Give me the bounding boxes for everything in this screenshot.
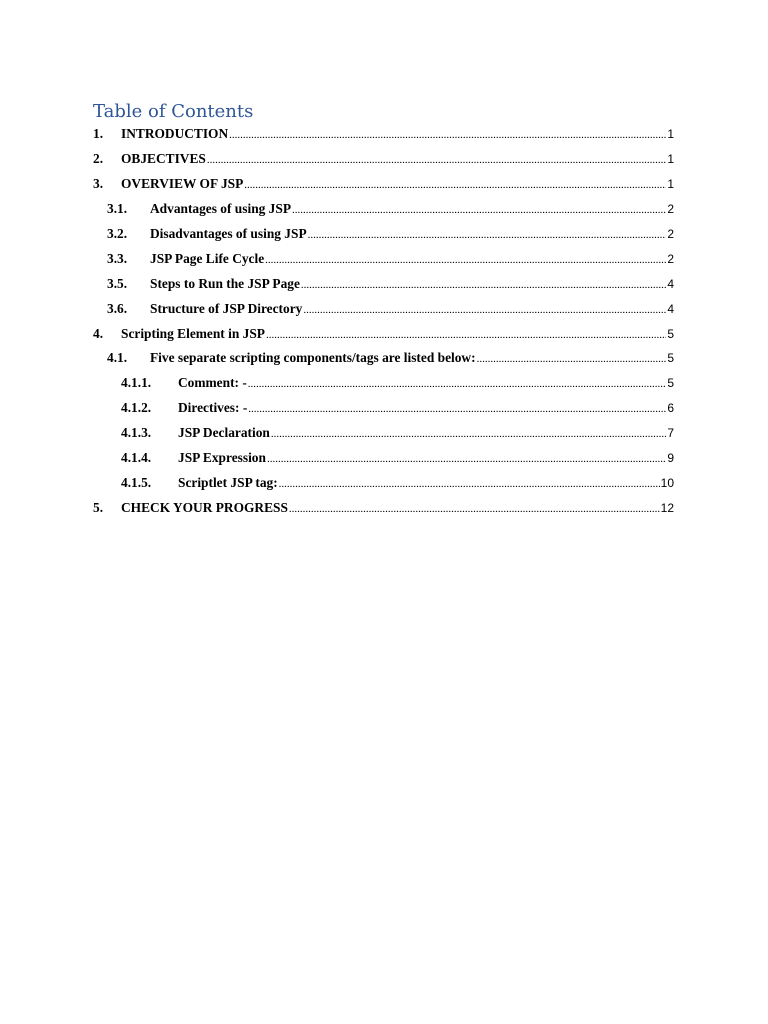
- toc-entry-number: 2.: [93, 151, 104, 167]
- toc-entry-label: Scripting Element in JSP: [121, 325, 265, 341]
- toc-dot-leader: [265, 251, 666, 267]
- toc-dot-leader: [267, 450, 666, 466]
- toc-entry-directory-structure[interactable]: [93, 296, 674, 321]
- toc-dot-leader: [292, 201, 666, 217]
- toc-entry-life-cycle[interactable]: [93, 246, 674, 271]
- toc-entry-jsp-declaration[interactable]: [93, 421, 674, 446]
- toc-entry-disadvantages[interactable]: [93, 222, 674, 247]
- toc-entry-label: Comment: -: [178, 375, 247, 391]
- toc-entry-page: 7: [667, 426, 674, 441]
- toc-dot-leader: [289, 500, 660, 516]
- toc-entry-number: 4.1.4.: [121, 450, 152, 466]
- toc-entry-number: 4.1.1.: [121, 375, 152, 391]
- toc-entry-label: Advantages of using JSP: [150, 201, 292, 217]
- toc-dot-leader: [248, 375, 667, 391]
- toc-dot-leader: [229, 126, 666, 142]
- toc-entry-number: 3.: [93, 176, 104, 192]
- toc-entry-label: JSP Expression: [178, 450, 266, 466]
- toc-entry-objectives[interactable]: [93, 147, 674, 172]
- toc-dot-leader: [244, 176, 666, 192]
- toc-title: Table of Contents: [93, 101, 254, 122]
- toc-entry-label: Five separate scripting components/tags are listed below:: [150, 350, 476, 366]
- toc-entry-label: Directives: -: [178, 400, 248, 416]
- toc-entry-number: 1.: [93, 126, 104, 142]
- toc-entry-advantages[interactable]: [93, 197, 674, 222]
- toc-entry-label: JSP Page Life Cycle: [150, 250, 265, 266]
- toc-entry-label: OBJECTIVES: [121, 151, 206, 167]
- toc-list: [93, 122, 674, 520]
- toc-entry-page: 4: [667, 301, 674, 316]
- toc-entry-page: 9: [667, 451, 674, 466]
- toc-entry-page: 1: [667, 152, 674, 167]
- toc-entry-jsp-expression[interactable]: [93, 446, 674, 471]
- toc-dot-leader: [303, 301, 666, 317]
- toc-entry-page: 5: [667, 376, 674, 391]
- toc-entry-label: Steps to Run the JSP Page: [150, 275, 300, 291]
- toc-entry-page: 2: [667, 202, 674, 217]
- toc-entry-number: 4.1.: [107, 350, 128, 366]
- toc-entry-number: 4.1.3.: [121, 425, 152, 441]
- toc-dot-leader: [477, 350, 667, 366]
- toc-entry-page: 4: [667, 276, 674, 291]
- toc-entry-page: 2: [667, 251, 674, 266]
- toc-entry-page: 10: [660, 475, 674, 490]
- toc-entry-page: 5: [667, 351, 674, 366]
- toc-entry-steps-to-run[interactable]: [93, 271, 674, 296]
- toc-dot-leader: [301, 276, 666, 292]
- toc-dot-leader: [308, 226, 667, 242]
- toc-entry-number: 3.2.: [107, 226, 128, 241]
- toc-entry-label: Scriptlet JSP tag:: [178, 474, 278, 490]
- toc-entry-scripting-element[interactable]: [93, 321, 674, 346]
- toc-entry-scriptlet-tag[interactable]: [93, 470, 674, 495]
- toc-dot-leader: [279, 475, 660, 491]
- toc-entry-page: 2: [667, 227, 674, 241]
- toc-entry-page: 6: [667, 401, 674, 416]
- toc-entry-scripting-components[interactable]: [93, 346, 674, 371]
- toc-entry-number: 4.1.5.: [121, 474, 152, 490]
- toc-dot-leader: [248, 400, 666, 416]
- toc-dot-leader: [207, 151, 666, 167]
- toc-entry-check-your-progress[interactable]: [93, 495, 674, 520]
- toc-entry-label: CHECK YOUR PROGRESS: [121, 499, 288, 515]
- toc-dot-leader: [266, 326, 666, 342]
- toc-dot-leader: [271, 425, 666, 441]
- toc-entry-number: 5.: [93, 499, 104, 515]
- toc-entry-number: 3.1.: [107, 201, 128, 217]
- toc-entry-label: JSP Declaration: [178, 425, 270, 441]
- toc-entry-label: INTRODUCTION: [121, 126, 229, 142]
- toc-entry-label: OVERVIEW OF JSP: [121, 176, 244, 192]
- toc-entry-number: 4.: [93, 325, 104, 341]
- toc-entry-page: 1: [667, 177, 674, 192]
- toc-entry-label: Structure of JSP Directory: [150, 300, 303, 316]
- toc-entry-number: 3.3.: [107, 250, 128, 266]
- toc-entry-number: 4.1.2.: [121, 400, 152, 416]
- toc-entry-label: Disadvantages of using JSP: [150, 226, 307, 241]
- toc-entry-page: 5: [667, 326, 674, 341]
- toc-entry-overview-of-jsp[interactable]: [93, 172, 674, 197]
- toc-entry-directives[interactable]: [93, 396, 674, 421]
- toc-entry-page: 12: [660, 500, 674, 515]
- toc-entry-comment[interactable]: [93, 371, 674, 396]
- toc-entry-page: 1: [667, 127, 674, 142]
- toc-entry-number: 3.5.: [107, 275, 128, 291]
- toc-entry-number: 3.6.: [107, 300, 128, 316]
- toc-entry-introduction[interactable]: [93, 122, 674, 147]
